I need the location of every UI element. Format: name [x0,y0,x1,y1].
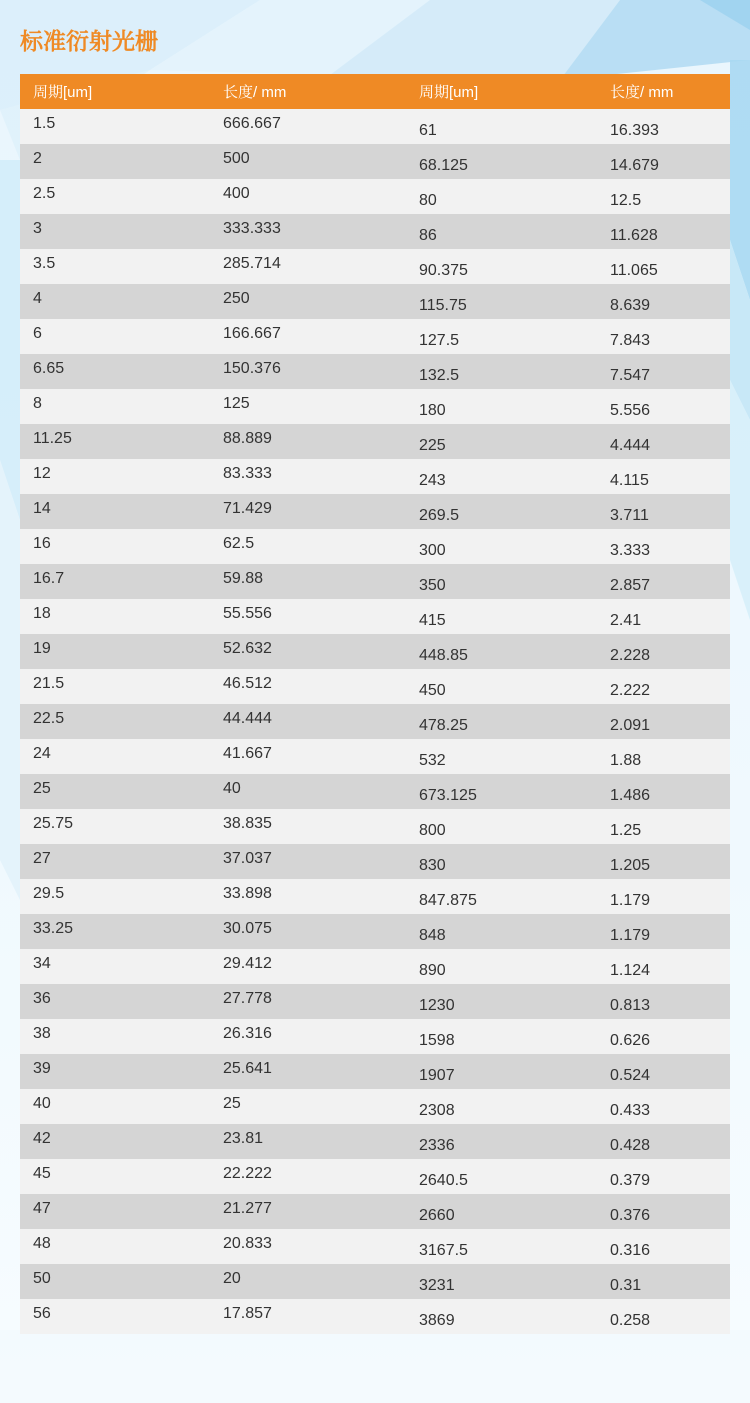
table-row [20,739,730,774]
cell-length-a: 44.444 [223,709,272,727]
cell-period-a: 36 [33,989,51,1007]
cell-length-b: 0.379 [610,1171,651,1189]
cell-length-a: 666.667 [223,114,281,132]
cell-period-a: 12 [33,464,51,482]
cell-period-b: 1598 [419,1031,455,1049]
cell-length-a: 26.316 [223,1024,272,1042]
cell-length-a: 21.277 [223,1199,272,1217]
cell-length-b: 0.428 [610,1136,651,1154]
table-row [20,809,730,844]
cell-period-b: 800 [419,821,446,839]
cell-period-a: 16.7 [33,569,65,587]
table-row [20,599,730,634]
cell-period-a: 22.5 [33,709,65,727]
table-row [20,949,730,984]
cell-length-b: 0.316 [610,1241,651,1259]
table-row [20,1089,730,1124]
cell-period-a: 27 [33,849,51,867]
cell-length-b: 2.222 [610,681,651,699]
cell-length-b: 11.065 [610,261,658,279]
cell-period-b: 269.5 [419,506,460,524]
cell-length-a: 22.222 [223,1164,272,1182]
cell-period-a: 34 [33,954,51,972]
cell-length-a: 59.88 [223,569,264,587]
cell-length-a: 400 [223,184,250,202]
header-length-1: 长度/ mm [223,84,287,101]
cell-length-b: 12.5 [610,191,642,209]
cell-length-b: 1.88 [610,751,642,769]
cell-period-b: 68.125 [419,156,468,174]
cell-period-b: 86 [419,226,437,244]
cell-period-a: 50 [33,1269,51,1287]
cell-period-a: 19 [33,639,51,657]
cell-length-b: 1.25 [610,821,642,839]
cell-length-a: 500 [223,149,250,167]
table-row [20,1264,730,1299]
cell-length-b: 0.626 [610,1031,651,1049]
cell-length-a: 166.667 [223,324,281,342]
table-row [20,354,730,389]
cell-length-b: 1.124 [610,961,651,979]
cell-length-b: 7.843 [610,331,651,349]
table-row [20,1054,730,1089]
cell-period-b: 532 [419,751,446,769]
cell-length-b: 3.711 [610,506,649,524]
table-row [20,1019,730,1054]
table-row [20,634,730,669]
table-row [20,389,730,424]
cell-period-b: 2308 [419,1101,455,1119]
cell-length-a: 41.667 [223,744,272,762]
table-row [20,179,730,214]
table-row [20,1299,730,1334]
table-row [20,879,730,914]
table-row [20,669,730,704]
cell-period-b: 890 [419,961,446,979]
cell-period-b: 3231 [419,1276,455,1294]
cell-period-a: 18 [33,604,51,622]
cell-period-b: 478.25 [419,716,468,734]
table-row [20,424,730,459]
cell-period-a: 47 [33,1199,51,1217]
cell-period-a: 38 [33,1024,51,1042]
header-period-1: 周期[um] [33,84,93,101]
cell-period-a: 1.5 [33,114,56,132]
cell-length-a: 20.833 [223,1234,272,1252]
page-title: 标准衍射光栅 [20,29,158,55]
cell-period-a: 3.5 [33,254,56,272]
cell-length-a: 40 [223,779,241,797]
table-row [20,1229,730,1264]
cell-period-a: 11.25 [33,429,72,447]
cell-length-b: 14.679 [610,156,659,174]
cell-length-a: 55.556 [223,604,272,622]
cell-length-a: 46.512 [223,674,272,692]
cell-length-b: 16.393 [610,121,659,139]
cell-length-a: 27.778 [223,989,272,1007]
cell-period-b: 830 [419,856,446,874]
table-row [20,704,730,739]
cell-period-a: 16 [33,534,51,552]
cell-length-a: 38.835 [223,814,272,832]
cell-period-a: 29.5 [33,884,65,902]
cell-period-b: 847.875 [419,891,477,909]
table-row [20,109,730,144]
cell-period-a: 6.65 [33,359,65,377]
cell-period-b: 127.5 [419,331,460,349]
cell-length-b: 0.258 [610,1311,651,1329]
cell-period-a: 6 [33,324,42,342]
cell-length-b: 0.524 [610,1066,651,1084]
cell-length-a: 52.632 [223,639,272,657]
table-row [20,459,730,494]
cell-period-b: 1907 [419,1066,455,1084]
cell-period-a: 2 [33,149,42,167]
cell-length-a: 29.412 [223,954,272,972]
cell-length-b: 11.628 [610,226,658,244]
cell-length-b: 0.31 [610,1276,642,1294]
header-length-2: 长度/ mm [610,84,674,101]
cell-length-b: 8.639 [610,296,651,314]
cell-period-a: 2.5 [33,184,56,202]
cell-length-a: 71.429 [223,499,272,517]
grating-table [20,74,730,1334]
cell-period-b: 115.75 [419,296,467,314]
cell-period-b: 243 [419,471,446,489]
cell-period-b: 415 [419,611,446,629]
cell-period-a: 25.75 [33,814,74,832]
table-row [20,844,730,879]
cell-length-b: 1.205 [610,856,651,874]
cell-length-b: 4.115 [610,471,649,489]
cell-period-a: 56 [33,1304,51,1322]
table-row [20,144,730,179]
cell-length-a: 88.889 [223,429,272,447]
cell-period-a: 42 [33,1129,51,1147]
cell-period-b: 350 [419,576,446,594]
cell-period-a: 4 [33,289,42,307]
table-header [20,74,730,109]
cell-period-a: 14 [33,499,51,517]
table-row [20,564,730,599]
cell-period-b: 2660 [419,1206,455,1224]
cell-length-a: 150.376 [223,359,281,377]
table-row [20,249,730,284]
cell-length-b: 0.376 [610,1206,651,1224]
table-row [20,914,730,949]
table-row [20,774,730,809]
cell-period-b: 300 [419,541,446,559]
cell-length-b: 1.486 [610,786,651,804]
cell-period-a: 48 [33,1234,51,1252]
table-row [20,529,730,564]
cell-period-b: 448.85 [419,646,468,664]
cell-length-a: 333.333 [223,219,281,237]
cell-length-a: 37.037 [223,849,272,867]
cell-length-a: 33.898 [223,884,272,902]
cell-period-b: 80 [419,191,437,209]
cell-period-b: 1230 [419,996,455,1014]
cell-length-a: 20 [223,1269,241,1287]
cell-period-a: 25 [33,779,51,797]
cell-period-b: 2640.5 [419,1171,468,1189]
cell-length-a: 25.641 [223,1059,272,1077]
cell-period-b: 180 [419,401,446,419]
cell-period-b: 673.125 [419,786,477,804]
table-row [20,984,730,1019]
cell-length-a: 23.81 [223,1129,264,1147]
cell-period-a: 33.25 [33,919,74,937]
cell-length-a: 17.857 [223,1304,272,1322]
cell-length-b: 3.333 [610,541,651,559]
table-row [20,319,730,354]
cell-period-b: 3869 [419,1311,455,1329]
cell-length-b: 2.091 [610,716,651,734]
cell-period-a: 39 [33,1059,51,1077]
cell-period-a: 24 [33,744,51,762]
cell-length-a: 250 [223,289,250,307]
table-row [20,214,730,249]
cell-period-b: 225 [419,436,446,454]
cell-length-b: 7.547 [610,366,651,384]
cell-period-b: 132.5 [419,366,460,384]
cell-length-b: 0.433 [610,1101,651,1119]
table-row [20,1159,730,1194]
cell-length-b: 4.444 [610,436,651,454]
cell-period-b: 450 [419,681,446,699]
cell-period-b: 90.375 [419,261,468,279]
cell-length-a: 285.714 [223,254,281,272]
cell-length-a: 83.333 [223,464,272,482]
header-period-2: 周期[um] [419,84,479,101]
cell-period-b: 61 [419,121,437,139]
cell-length-b: 1.179 [610,891,651,909]
cell-period-b: 3167.5 [419,1241,468,1259]
cell-period-b: 2336 [419,1136,455,1154]
cell-length-a: 62.5 [223,534,255,552]
table-body [20,109,730,1334]
table-row [20,1194,730,1229]
cell-period-a: 21.5 [33,674,65,692]
cell-length-b: 2.41 [610,611,642,629]
cell-length-b: 0.813 [610,996,651,1014]
cell-period-a: 45 [33,1164,51,1182]
table-row [20,284,730,319]
table-row [20,494,730,529]
cell-period-a: 3 [33,219,42,237]
table-row [20,1124,730,1159]
cell-period-b: 848 [419,926,446,944]
cell-period-a: 40 [33,1094,51,1112]
cell-length-b: 2.228 [610,646,651,664]
cell-length-b: 5.556 [610,401,651,419]
cell-length-b: 2.857 [610,576,651,594]
cell-length-a: 125 [223,394,250,412]
cell-length-a: 30.075 [223,919,272,937]
cell-length-a: 25 [223,1094,241,1112]
cell-length-b: 1.179 [610,926,651,944]
cell-period-a: 8 [33,394,42,412]
